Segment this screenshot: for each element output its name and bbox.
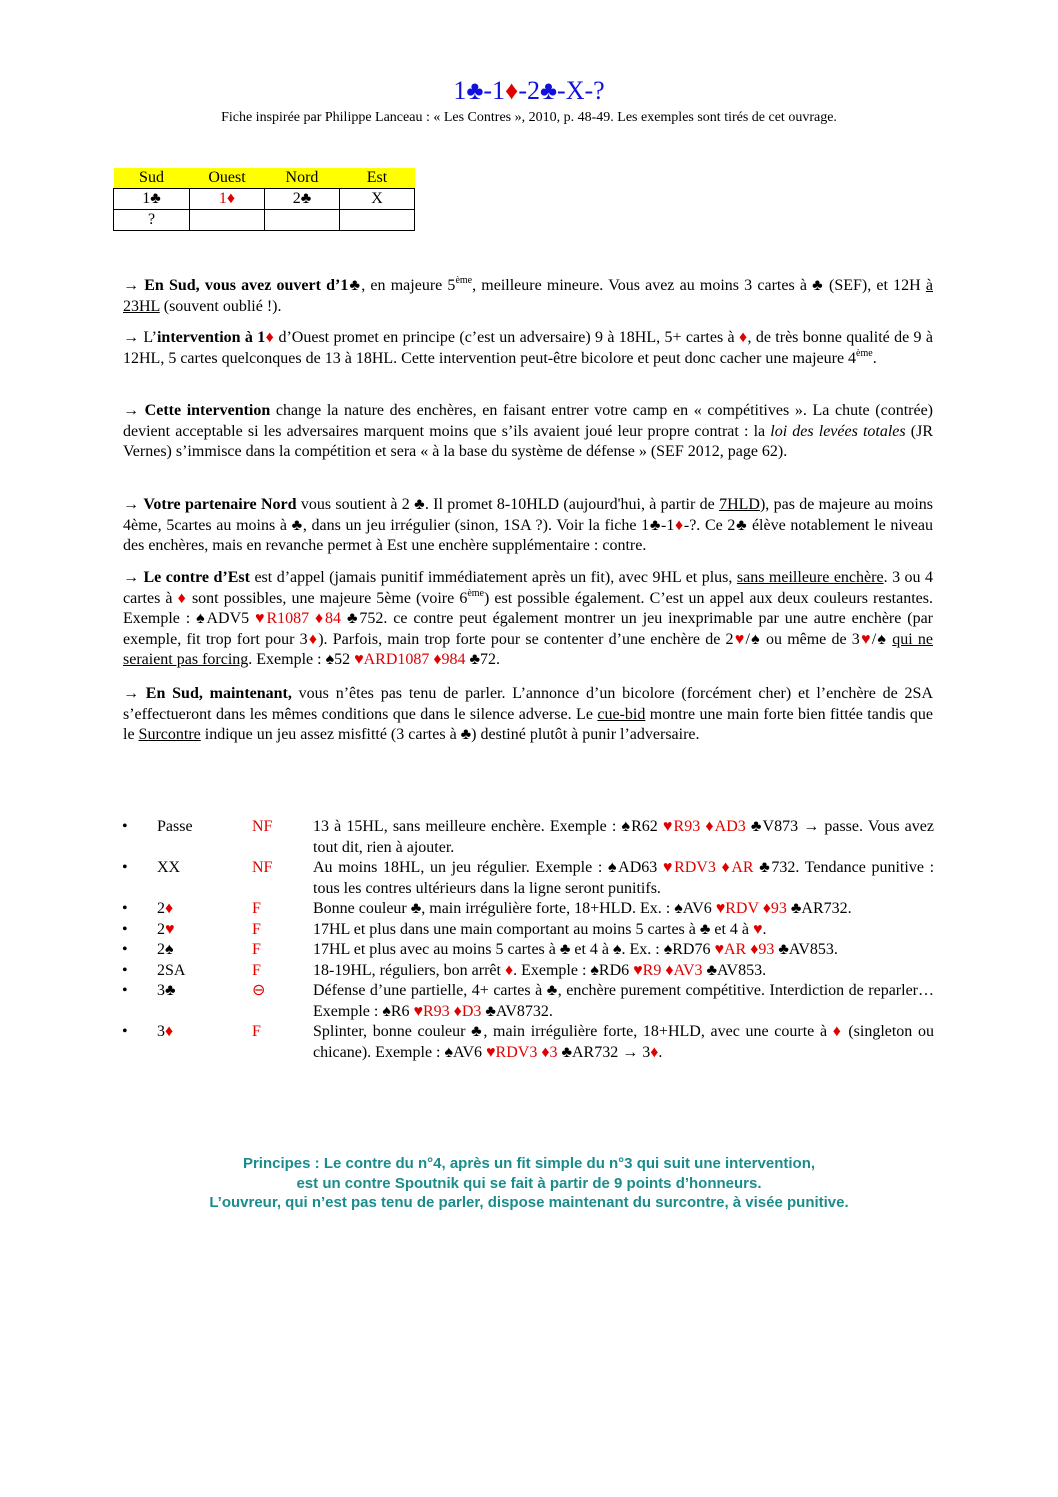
text: ), pas de majeure au moins 4ème, 5cartes au moins à ♣, dans un jeu irrégulier (sinon, 1SA ?). Voir la fiche 1♣-1 xyxy=(123,496,934,534)
red-cards: ♥R93 ♦AD3 xyxy=(662,818,746,835)
description: ♣AR732 → 3 xyxy=(557,1043,651,1061)
bullet: • xyxy=(122,941,128,958)
list-item xyxy=(122,899,934,920)
page-title xyxy=(0,74,1058,108)
red-cards: ♥R9 ♦AV3 xyxy=(633,961,703,979)
diamond-symbol: ♦ xyxy=(832,1023,843,1040)
description: ♣AV8732. xyxy=(481,1002,553,1020)
bid-text: 2 xyxy=(157,900,165,917)
bidding-header-cell: Est xyxy=(340,168,415,189)
description: ♣AR732. xyxy=(786,900,852,917)
description: . xyxy=(658,1043,663,1061)
description: Au moins 18HL, un jeu régulier. Exemple : ♠AD63 xyxy=(313,859,663,876)
principles-line: est un contre Spoutnik qui se fait à partir de 9 points d’honneurs. xyxy=(296,1174,762,1192)
bullet: • xyxy=(122,859,128,876)
para-heading: En Sud, vous avez ouvert d’1♣ xyxy=(144,277,362,294)
red-cards: ♥RDV3 ♦AR xyxy=(662,859,754,876)
text: /♠ ou même de 3 xyxy=(745,630,860,648)
bullet: • xyxy=(122,961,128,979)
bidding-row xyxy=(114,210,415,231)
underlined-text: cue-bid xyxy=(597,705,646,723)
diamond-symbol: ♦ xyxy=(650,1043,659,1061)
title-part-2: -1 xyxy=(483,76,506,105)
list-item xyxy=(122,940,934,961)
diamond-symbol: ♦ xyxy=(177,589,187,607)
bid xyxy=(157,940,237,961)
responses-list xyxy=(122,817,934,1063)
text: (souvent oublié !). xyxy=(159,297,282,315)
para-heading: intervention à 1 xyxy=(156,329,266,346)
bidding-cell: 1♣ xyxy=(114,189,190,210)
principles-line: L’ouvreur, qui n’est pas tenu de parler, dispose maintenant du surcontre, à visée punitive. xyxy=(209,1194,849,1211)
bid xyxy=(157,920,237,941)
bid-text: 2♠ xyxy=(157,941,174,958)
text: vous n’êtes pas tenu de parler. L’annonce d’un bicolore (forcément cher) et l’enchère de 2SA s’effectueront dans les mêmes conditions que dans le silence adverse. Le xyxy=(123,685,933,723)
text: . Exemple : ♠52 xyxy=(248,651,355,668)
arrow: → L’ xyxy=(123,329,157,346)
force-code: F xyxy=(252,900,261,917)
bullet: • xyxy=(122,818,128,835)
superscript: ème xyxy=(856,347,873,359)
para-heading: Le contre d’Est xyxy=(143,569,250,586)
arrow: → xyxy=(123,569,144,586)
bid xyxy=(157,961,237,982)
heart-symbol: ♥ xyxy=(733,630,746,648)
list-item xyxy=(122,961,934,982)
bid-text: 3♣ xyxy=(157,982,176,999)
bid-text: 3 xyxy=(157,1023,165,1040)
diamond-symbol: ♦ xyxy=(165,900,174,917)
description: 18-19HL, réguliers, bon arrêt xyxy=(313,961,505,979)
description: ♣AV853. xyxy=(774,941,838,958)
bidding-cell: 1♦ xyxy=(190,189,265,210)
paragraph-competition xyxy=(123,401,933,463)
heart-symbol: ♥ xyxy=(859,630,872,648)
heart-symbol: ♥ xyxy=(165,920,175,938)
principles-box xyxy=(0,1154,1058,1213)
description: 17HL et plus dans une main comportant au moins 5 cartes à ♣ et 4 à xyxy=(313,920,754,938)
diamond-symbol: ♦ xyxy=(165,1023,174,1040)
arrow: → xyxy=(123,402,145,419)
text: change la nature des enchères, en faisant entrer votre camp en « compétitives ». La chute (contrée) devient acceptable si les adversaires marquent moins que s’ils avaient joué leur propre contrat : la xyxy=(123,402,934,440)
force-code: NF xyxy=(252,859,273,876)
diamond-symbol: ♦ xyxy=(504,961,514,979)
italic-text: loi des levées totales xyxy=(770,422,906,440)
text: ♣72. xyxy=(465,651,501,668)
red-cards: ♥RDV ♦93 xyxy=(715,900,787,917)
arrow: → xyxy=(123,277,145,294)
list-item xyxy=(122,817,934,858)
text: vous soutient à 2 ♣. Il promet 8-10HLD (aujourd'hui, à partir de xyxy=(296,496,720,513)
heart-symbol: ♥ xyxy=(753,920,763,938)
text: montre une main forte bien fittée tandis que le xyxy=(123,705,934,743)
description: 13 à 15HL, sans meilleure enchère. Exemple : ♠R62 xyxy=(313,818,663,835)
force-code: F xyxy=(252,961,261,979)
paragraph-east-double xyxy=(123,568,933,671)
diamond-symbol: ♦ xyxy=(738,329,748,346)
paragraph-partner xyxy=(123,495,933,557)
description: ♣732. Tendance punitive : tous les contres ultérieurs dans la ligne seront punitifs. xyxy=(313,859,935,897)
bidding-header-cell: Sud xyxy=(114,168,190,189)
list-item xyxy=(122,920,934,941)
red-cards: ♥R1087 ♦84 xyxy=(255,610,342,627)
bidding-cell: 2♣ xyxy=(265,189,340,210)
bullet: • xyxy=(122,920,128,938)
force-code: ⊖ xyxy=(252,982,266,999)
para-heading: En Sud, maintenant, xyxy=(145,685,292,702)
bidding-cell xyxy=(190,210,265,231)
title-diamond: ♦ xyxy=(505,76,519,105)
title-part-3: -2♣-X-? xyxy=(518,76,605,105)
text: indique un jeu assez misfitté (3 cartes à ♣) destiné plutôt à punir l’adversaire. xyxy=(200,726,700,743)
bid xyxy=(157,899,237,920)
bidding-cell: X xyxy=(340,189,415,210)
bid-text: 2SA xyxy=(157,961,186,979)
text: . xyxy=(872,349,877,367)
subtitle: Fiche inspirée par Philippe Lanceau : « Les Contres », 2010, p. 48-49. Les exemples sont tirés de cet ouvrage. xyxy=(221,110,837,125)
text: , meilleure mineure. Vous avez au moins 3 cartes à ♣ (SEF), et 12H xyxy=(472,277,926,294)
para-heading: Votre partenaire Nord xyxy=(143,496,297,513)
description: ♣V873 → passe. Vous avez tout dit, rien à ajouter. xyxy=(313,818,934,856)
superscript: ème xyxy=(467,587,484,599)
underlined-text: sans meilleure enchère xyxy=(736,569,884,586)
underlined-text: Surcontre xyxy=(138,726,201,743)
text: /♠ xyxy=(871,630,893,648)
bid-text: Passe xyxy=(157,818,193,835)
red-cards: ♥AR ♦93 xyxy=(714,941,775,958)
list-item xyxy=(122,858,934,899)
description: Défense d’une partielle, 4+ cartes à ♣, enchère purement compétitive. Interdiction de reparler… Exemple : ♠R6 xyxy=(313,982,934,1020)
bidding-header-row xyxy=(114,168,415,189)
description: (singleton ou chicane). Exemple : ♠AV6 xyxy=(313,1023,934,1061)
bid xyxy=(157,817,237,838)
text: , en majeure 5 xyxy=(361,277,456,294)
text: ). Parfois, main trop forte pour se contenter d’une enchère de 2 xyxy=(318,630,734,648)
bullet: • xyxy=(122,900,128,917)
paragraph-opening xyxy=(123,276,933,317)
force-code: NF xyxy=(252,818,273,835)
force-code: F xyxy=(252,941,261,958)
para-heading: Cette intervention xyxy=(144,402,271,419)
description: . Exemple : ♠RD6 xyxy=(513,961,634,979)
bid-text: 2 xyxy=(157,920,165,938)
bidding-table xyxy=(113,168,415,231)
diamond-symbol: ♦ xyxy=(307,630,319,648)
text: sont possibles, une majeure 5ème (voire 6 xyxy=(186,589,468,607)
bidding-header-cell: Ouest xyxy=(190,168,265,189)
text: . 3 ou 4 cartes à xyxy=(123,569,934,607)
bidding-row xyxy=(114,189,415,210)
force-code: F xyxy=(252,1023,261,1040)
description: 17HL et plus avec au moins 5 cartes à ♣ et 4 à ♠. Ex. : ♠RD76 xyxy=(313,941,715,958)
bidding-cell xyxy=(340,210,415,231)
underlined-text: 7HLD xyxy=(719,496,760,513)
list-item xyxy=(122,981,934,1022)
bullet: • xyxy=(122,982,128,999)
text: ) est possible également. C’est un appel aux deux couleurs restantes. Exemple : ♠ADV5 xyxy=(123,589,934,627)
description: ♣AV853. xyxy=(702,961,767,979)
description: Bonne couleur ♣, main irrégulière forte, 18+HLD. Ex. : ♠AV6 xyxy=(313,900,716,917)
arrow: → xyxy=(123,496,144,513)
force-code: F xyxy=(252,920,261,938)
paragraph-intervention xyxy=(123,328,933,369)
bid xyxy=(157,858,237,879)
superscript: ème xyxy=(455,275,473,286)
bullet: • xyxy=(122,1023,128,1040)
text: -?. Ce 2♣ élève notablement le niveau des enchères, mais en revanche permet à Est une enchère supplémentaire : contre. xyxy=(123,516,933,554)
red-cards: ♥RDV3 ♦3 xyxy=(486,1043,558,1061)
bid xyxy=(157,1022,237,1043)
bidding-header-cell: Nord xyxy=(265,168,340,189)
diamond-symbol: ♦ xyxy=(674,516,684,534)
principles-line: Principes : Le contre du n°4, après un fit simple du n°3 qui suit une intervention, xyxy=(242,1155,816,1172)
text: (JR Vernes) s’immisce dans la compétition et sera « à la base du système de défense » (SEF 2012, page 62). xyxy=(123,422,934,460)
red-cards: ♥R93 ♦D3 xyxy=(413,1002,482,1020)
red-cards: ♥ARD1087 ♦984 xyxy=(354,651,466,668)
bidding-cell xyxy=(265,210,340,231)
bid-text: XX xyxy=(157,859,181,876)
arrow: → xyxy=(123,685,146,702)
text: est d’appel (jamais punitif immédiatement après un fit), avec 9HL et plus, xyxy=(249,569,737,586)
list-item xyxy=(122,1022,934,1063)
title-part-1: 1♣ xyxy=(453,76,484,105)
bid xyxy=(157,981,237,1002)
text: d’Ouest promet en principe (c’est un adversaire) 9 à 18HL, 5+ cartes à xyxy=(274,329,739,346)
description: . xyxy=(762,920,767,938)
paragraph-south-now xyxy=(123,684,933,746)
diamond-symbol: ♦ xyxy=(265,329,275,346)
text: ♣752. ce contre peut également montrer un jeu inexprimable par une autre enchère (par exemple, fit trop fort pour 3 xyxy=(123,610,933,648)
underlined-text: qui ne seraient pas forcing xyxy=(123,630,934,668)
text: , de très bonne qualité de 9 à 12HL, 5 cartes quelconques de 13 à 18HL. Cette intervention peut-être bicolore et peut donc cacher une majeure 4 xyxy=(123,329,934,367)
bidding-cell: ? xyxy=(114,210,190,231)
description: Splinter, bonne couleur ♣, main irrégulière forte, 18+HLD, avec une courte à xyxy=(313,1023,833,1040)
underlined-text: à 23HL xyxy=(123,277,934,315)
